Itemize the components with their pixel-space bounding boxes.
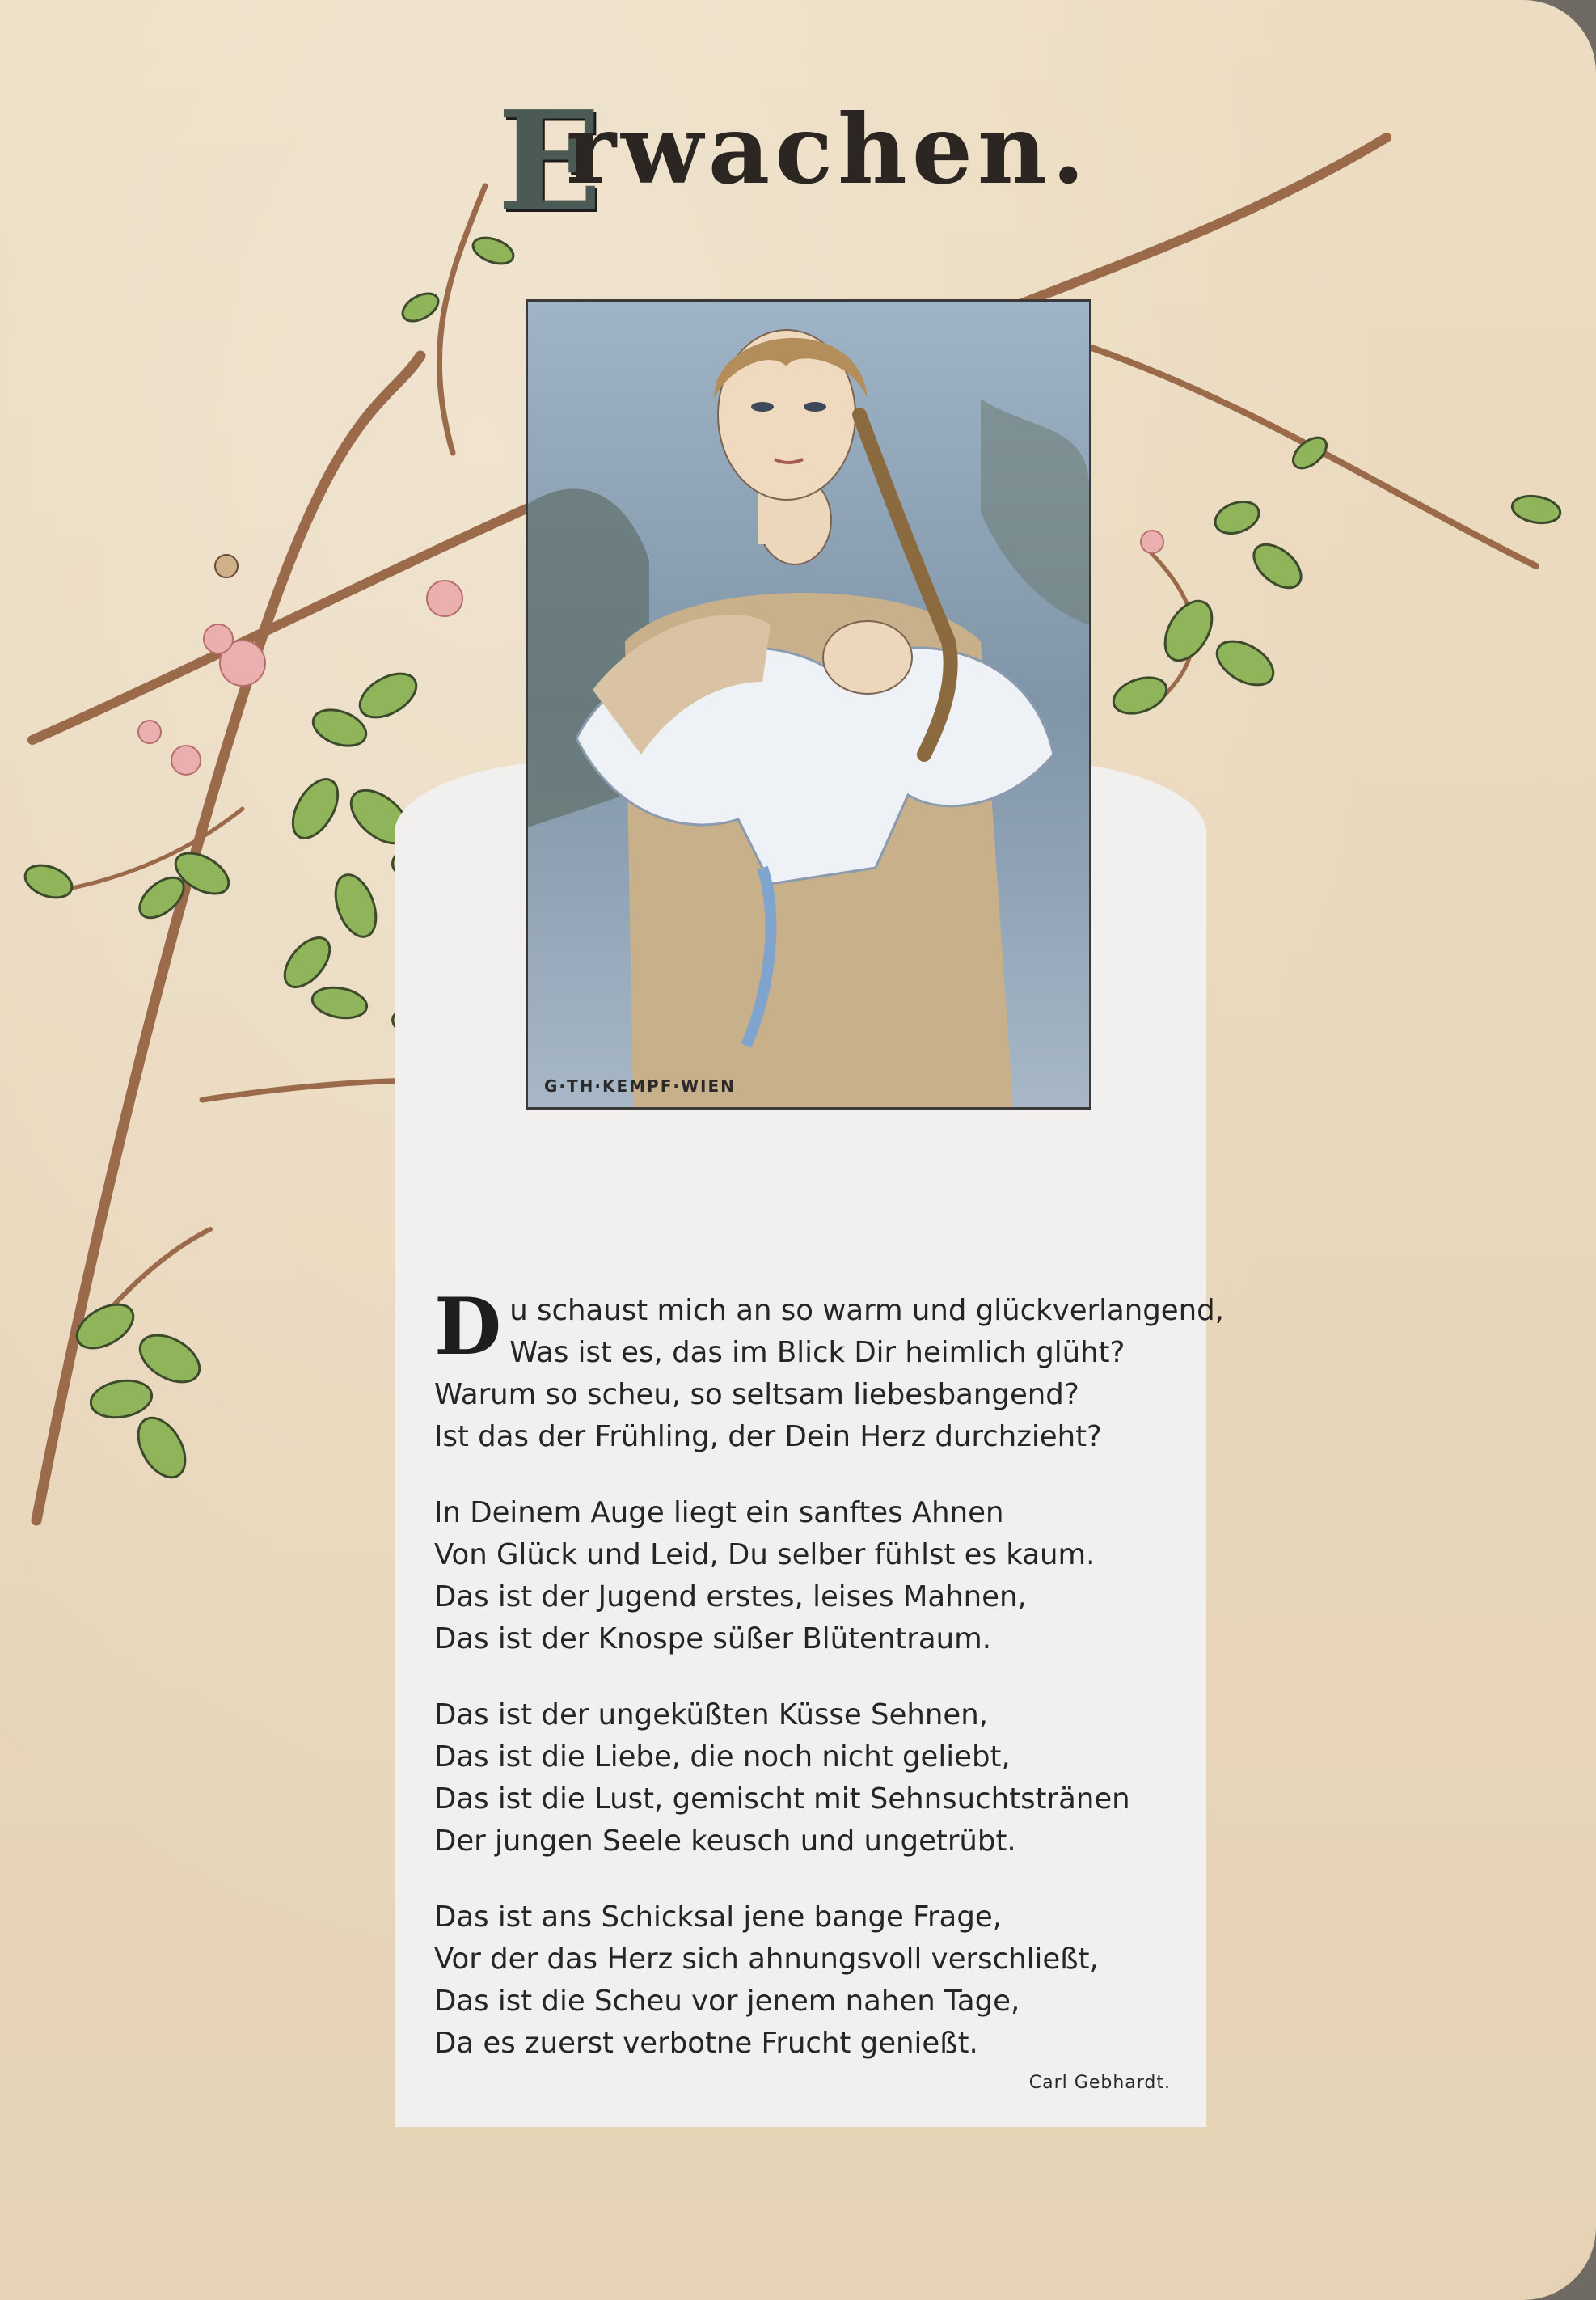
poem-line: Das ist die Scheu vor jenem nahen Tage, bbox=[434, 1985, 1020, 2018]
page-title: rwachen. bbox=[566, 93, 1090, 205]
poem-line: Das ist der ungeküßten Küsse Sehnen, bbox=[434, 1698, 989, 1731]
poem-line: Ist das der Frühling, der Dein Herz durchzieht? bbox=[434, 1420, 1102, 1453]
title-initial-letter: E bbox=[497, 81, 602, 243]
poem-stanza-1 bbox=[434, 1281, 1224, 1458]
portrait-illustration bbox=[528, 302, 1089, 1107]
poem-line: Vor der das Herz sich ahnungsvoll verschließt, bbox=[434, 1943, 1099, 1976]
poem-line: Was ist es, das im Blick Dir heimlich glüht? bbox=[509, 1336, 1125, 1369]
poem-line: Warum so scheu, so seltsam liebesbangend? bbox=[434, 1378, 1079, 1411]
illustration-woman-portrait bbox=[526, 299, 1091, 1110]
poem-line: Das ist der Knospe süßer Blütentraum. bbox=[434, 1622, 992, 1655]
poem-author: Carl Gebhardt. bbox=[1028, 2073, 1171, 2093]
illustration-signature: G·TH·KEMPF·WIEN bbox=[544, 1076, 736, 1096]
poem-line: Das ist die Liebe, die noch nicht geliebt, bbox=[434, 1740, 1011, 1774]
poem-text bbox=[434, 1281, 1224, 2099]
poem-stanza-2 bbox=[434, 1492, 1194, 1660]
poem-line: Das ist der Jugend erstes, leises Mahnen, bbox=[434, 1580, 1027, 1613]
poem-line: Da es zuerst verbotne Frucht genießt. bbox=[434, 2027, 978, 2060]
poem-stanza-3 bbox=[434, 1694, 1194, 1862]
poem-line: Du schaust mich an so warm und glückverlangend, bbox=[434, 1281, 1224, 1372]
poem-line: Das ist die Lust, gemischt mit Sehnsuchtstränen bbox=[434, 1782, 1130, 1816]
poem-line: In Deinem Auge liegt ein sanftes Ahnen bbox=[434, 1496, 1004, 1529]
poem-stanza-4 bbox=[434, 1896, 1194, 2065]
poem-line: Von Glück und Leid, Du selber fühlst es kaum. bbox=[434, 1538, 1096, 1571]
poem-line: Der jungen Seele keusch und ungetrübt. bbox=[434, 1824, 1016, 1858]
poem-drop-cap: D bbox=[434, 1281, 502, 1372]
poem-line: Das ist ans Schicksal jene bange Frage, bbox=[434, 1900, 1002, 1934]
